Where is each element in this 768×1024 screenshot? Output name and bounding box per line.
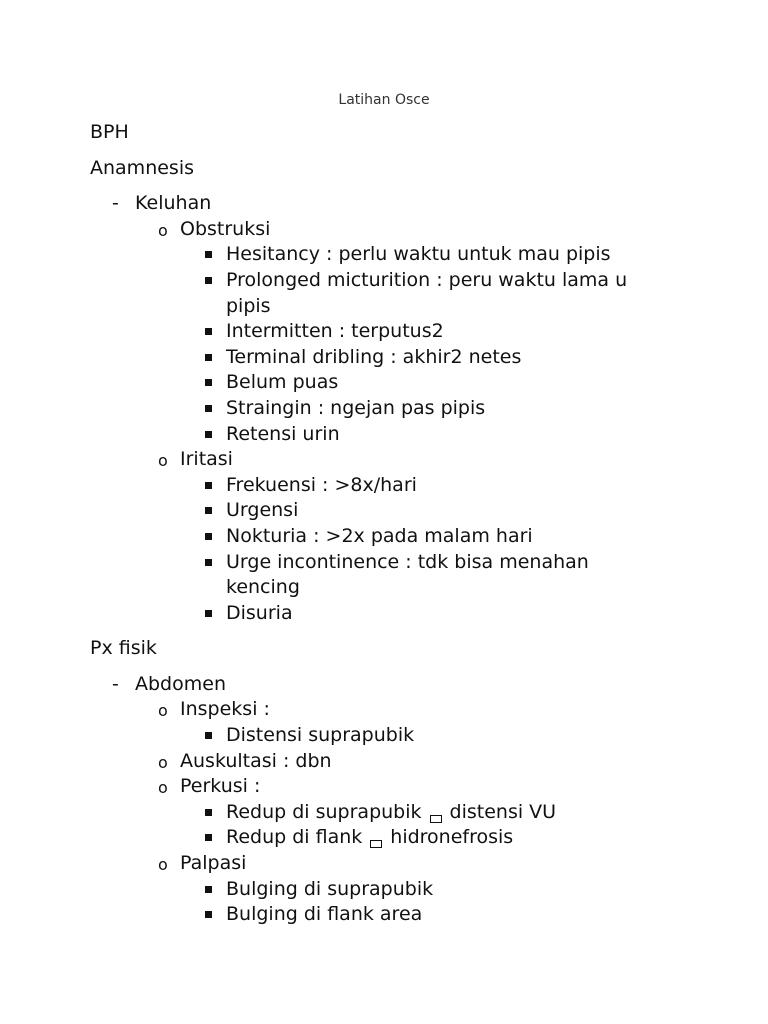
- list-item-inspeksi: [90, 697, 690, 723]
- list-item: [90, 242, 690, 268]
- square-bullet: [205, 911, 212, 918]
- list-item: [90, 877, 690, 903]
- list-item-text: Bulging di flank area: [226, 903, 423, 926]
- list-item: [90, 345, 690, 371]
- circle-bullet: o: [158, 752, 168, 772]
- square-bullet: [205, 431, 212, 438]
- section-heading-px-fisik: Px fisik: [90, 637, 157, 660]
- list-item: [90, 370, 690, 396]
- list-item-label: Perkusi :: [180, 775, 261, 798]
- list-item-keluhan: [90, 191, 690, 217]
- list-item: [90, 319, 690, 345]
- list-item: [90, 800, 690, 826]
- list-item-label: Iritasi: [180, 448, 233, 471]
- list-item-text: Prolonged micturition : peru waktu lama u pipis: [226, 268, 628, 317]
- list-item-palpasi: [90, 851, 690, 877]
- list-item-text: Frekuensi : >8x/hari: [226, 473, 417, 496]
- list-item-text: Urgensi: [226, 499, 299, 522]
- list-item-text: Redup di flank: [226, 826, 363, 849]
- square-bullet: [205, 533, 212, 540]
- square-bullet: [205, 559, 212, 566]
- list-item-text: Nokturia : >2x pada malam hari: [226, 524, 533, 547]
- list-item: [90, 601, 690, 627]
- list-item-label: Keluhan: [135, 192, 212, 215]
- list-item-label: Inspeksi :: [180, 698, 270, 721]
- list-item-auskultasi: [90, 749, 690, 775]
- square-bullet: [205, 610, 212, 617]
- list-item-label: Obstruksi: [180, 217, 271, 240]
- square-bullet: [205, 251, 212, 258]
- list-item-text: Disuria: [226, 601, 293, 624]
- square-bullet: [205, 507, 212, 514]
- circle-bullet: o: [158, 855, 168, 875]
- square-bullet: [205, 379, 212, 386]
- list-item: [90, 902, 690, 928]
- list-item: [90, 550, 690, 601]
- circle-bullet: o: [158, 220, 168, 240]
- list-item-text: Belum puas: [226, 371, 339, 394]
- list-item-text: Hesitancy : perlu waktu untuk mau pipis: [226, 243, 611, 266]
- list-item-text: Straingin : ngejan pas pipis: [226, 396, 486, 419]
- list-item-text: distensi VU: [449, 800, 557, 823]
- square-bullet: [205, 277, 212, 284]
- list-item: [90, 396, 690, 422]
- square-bullet: [205, 354, 212, 361]
- list-item: [90, 268, 690, 319]
- circle-bullet: o: [158, 451, 168, 471]
- square-bullet: [205, 809, 212, 816]
- square-bullet: [205, 328, 212, 335]
- list-item: [90, 422, 690, 448]
- list-item-abdomen: [90, 672, 690, 698]
- list-item: [90, 473, 690, 499]
- list-item-perkusi: [90, 774, 690, 800]
- list-item-text: Retensi urin: [226, 422, 340, 445]
- list-item: [90, 524, 690, 550]
- list-item-text: Terminal dribling : akhir2 netes: [226, 345, 522, 368]
- list-item-text: Intermitten : terputus2: [226, 320, 444, 343]
- section-heading-anamnesis: Anamnesis: [90, 156, 194, 179]
- circle-bullet: o: [158, 778, 168, 798]
- list-item-text: Bulging di suprapubik: [226, 877, 434, 900]
- square-bullet: [205, 482, 212, 489]
- page-header-title: Latihan Osce: [338, 92, 430, 108]
- square-bullet: [205, 405, 212, 412]
- list-item-iritasi: [90, 447, 690, 473]
- square-bullet: [205, 834, 212, 841]
- list-item: [90, 825, 690, 851]
- list-item-text: Redup di suprapubik: [226, 800, 422, 823]
- doc-title: BPH: [90, 121, 129, 143]
- list-item-text: Distensi suprapubik: [226, 724, 415, 747]
- list-item-obstruksi: [90, 217, 690, 243]
- list-item-label: Abdomen: [135, 672, 226, 695]
- list-item-label: Auskultasi : dbn: [180, 749, 332, 772]
- missing-glyph-icon: [430, 815, 442, 823]
- list-item: [90, 723, 690, 749]
- square-bullet: [205, 886, 212, 893]
- dash-bullet: -: [112, 192, 119, 215]
- list-item-label: Palpasi: [180, 852, 247, 875]
- list-item-text: hidronefrosis: [390, 826, 514, 849]
- circle-bullet: o: [158, 701, 168, 721]
- document-body: [90, 120, 690, 928]
- dash-bullet: -: [112, 672, 119, 695]
- missing-glyph-icon: [370, 840, 382, 848]
- list-item: [90, 498, 690, 524]
- square-bullet: [205, 732, 212, 739]
- list-item-text: Urge incontinence : tdk bisa menahan kencing: [226, 550, 589, 599]
